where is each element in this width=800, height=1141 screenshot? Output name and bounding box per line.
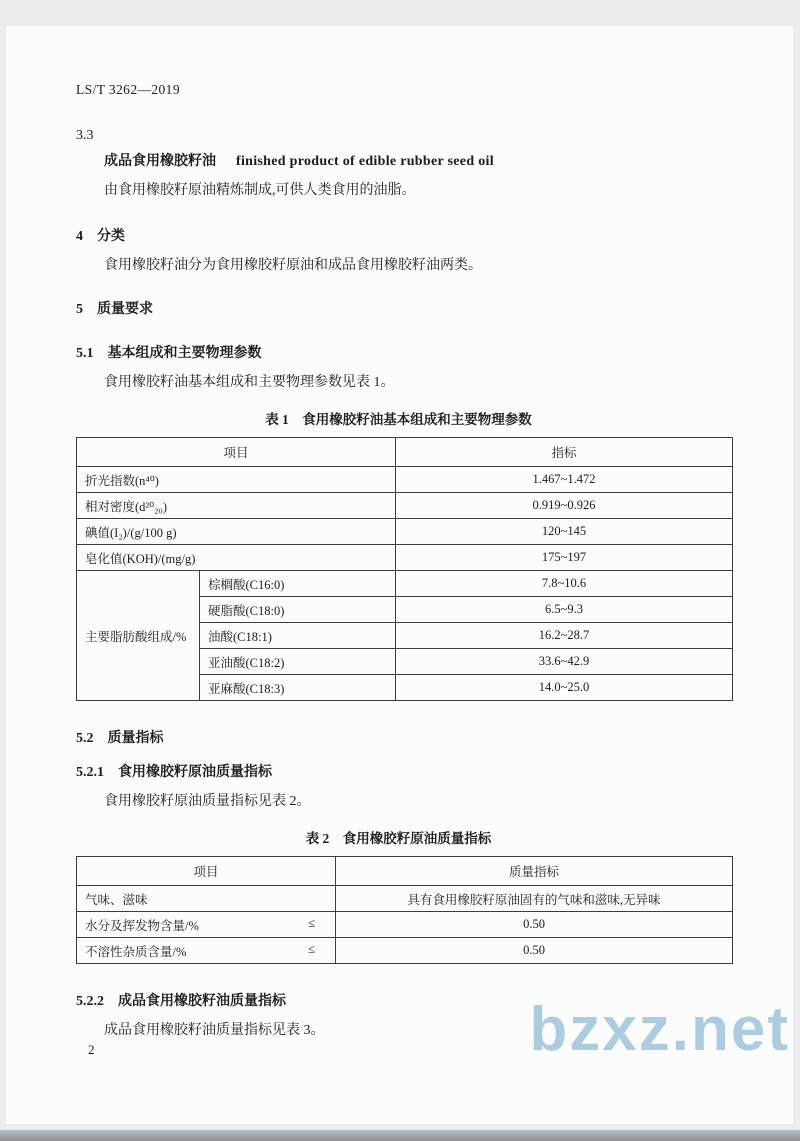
- section-5-1-body: 食用橡胶籽油基本组成和主要物理参数见表 1。: [104, 375, 395, 390]
- section-5-2-2-number: 5.2.2: [76, 994, 104, 1009]
- table-row: [77, 467, 733, 493]
- table1-subrow-label: 亚麻酸(C18:3): [200, 675, 396, 701]
- table2-row-label: 水分及挥发物含量/%: [85, 918, 199, 933]
- table1-row-label: 相对密度(d²⁰₂₀): [77, 493, 396, 519]
- table-row: [77, 493, 733, 519]
- table1-subrow-label: 亚油酸(C18:2): [200, 649, 396, 675]
- term-definition-title: [76, 150, 721, 170]
- term-english: finished product of edible rubber seed oil: [236, 154, 494, 169]
- table2-row-label-cell: [77, 912, 336, 938]
- page-number: 2: [88, 1042, 95, 1057]
- section-5-2-number: 5.2: [76, 731, 94, 746]
- term-number: 3.3: [76, 128, 94, 143]
- table1-row-value: 120~145: [396, 519, 733, 545]
- table1-row-label: 皂化值(KOH)/(mg/g): [77, 545, 396, 571]
- table-row: [77, 886, 733, 912]
- less-than-or-equal-symbol: ≤: [308, 915, 315, 930]
- document-page: [6, 26, 793, 1124]
- table1-row-label: 折光指数(n⁴⁰): [77, 467, 396, 493]
- table1-subrow-value: 7.8~10.6: [396, 571, 733, 597]
- table2-row-label-cell: [77, 938, 336, 964]
- table2-header-value: 质量指标: [336, 857, 733, 886]
- section-5-2-title: 质量指标: [107, 731, 164, 746]
- table1-subrow-label: 油酸(C18:1): [200, 623, 396, 649]
- section-5-2-2-heading: [76, 990, 721, 1010]
- table1-group-label: 主要脂肪酸组成/%: [77, 571, 200, 701]
- table1-subrow-value: 16.2~28.7: [396, 623, 733, 649]
- table-1-header-row: [77, 438, 733, 467]
- section-5-title: 质量要求: [97, 302, 153, 317]
- section-5-2-2-body: 成品食用橡胶籽油质量指标见表 3。: [104, 1023, 325, 1038]
- term-definition-body: 由食用橡胶籽原油精炼制成,可供人类食用的油脂。: [104, 183, 416, 198]
- table1-subrow-label: 棕榈酸(C16:0): [200, 571, 396, 597]
- section-5-2-heading: [76, 727, 721, 747]
- table1-row-value: 175~197: [396, 545, 733, 571]
- table2-header-item: 项目: [77, 857, 336, 886]
- table2-row-value: 0.50: [336, 938, 733, 964]
- standard-number-header: LS/T 3262—2019: [76, 82, 180, 97]
- section-5-2-1-number: 5.2.1: [76, 765, 104, 780]
- table-1-caption: 表 1 食用橡胶籽油基本组成和主要物理参数: [265, 412, 532, 427]
- section-4-title: 分类: [97, 229, 125, 244]
- table-row: [77, 571, 733, 597]
- table1-subrow-label: 硬脂酸(C18:0): [200, 597, 396, 623]
- section-5-1-title: 基本组成和主要物理参数: [107, 346, 262, 361]
- section-5-1-number: 5.1: [76, 346, 94, 361]
- section-4-heading: [76, 225, 721, 245]
- section-5-2-1-body: 食用橡胶籽原油质量指标见表 2。: [104, 794, 311, 809]
- table1-subrow-value: 33.6~42.9: [396, 649, 733, 675]
- table2-row-label: 气味、滋味: [77, 886, 336, 912]
- table-row: [77, 545, 733, 571]
- table1-row-value: 0.919~0.926: [396, 493, 733, 519]
- section-5-2-1-heading: [76, 761, 721, 781]
- section-4-body: 食用橡胶籽油分为食用橡胶籽原油和成品食用橡胶籽油两类。: [104, 258, 482, 273]
- table1-row-label: 碘值(I₂)/(g/100 g): [77, 519, 396, 545]
- term-chinese: 成品食用橡胶籽油: [104, 154, 216, 169]
- section-5-1-heading: [76, 342, 721, 362]
- section-4-number: 4: [76, 229, 83, 244]
- table-2-caption: 表 2 食用橡胶籽原油质量指标: [305, 831, 492, 846]
- table-row: [77, 519, 733, 545]
- section-5-2-1-title: 食用橡胶籽原油质量指标: [118, 765, 272, 780]
- table-row: [77, 938, 733, 964]
- table2-row-value: 0.50: [336, 912, 733, 938]
- section-5-heading: [76, 298, 721, 318]
- table-row: [77, 912, 733, 938]
- scan-edge-bottom: [0, 1130, 800, 1141]
- table-2-header-row: [77, 857, 733, 886]
- table-2: [76, 856, 733, 964]
- table1-header-value: 指标: [396, 438, 733, 467]
- table1-row-value: 1.467~1.472: [396, 467, 733, 493]
- section-5-number: 5: [76, 302, 83, 317]
- table1-subrow-value: 6.5~9.3: [396, 597, 733, 623]
- table1-subrow-value: 14.0~25.0: [396, 675, 733, 701]
- table2-row-label: 不溶性杂质含量/%: [85, 944, 187, 959]
- table2-row-value: 具有食用橡胶籽原油固有的气味和滋味,无异味: [336, 886, 733, 912]
- section-5-2-2-title: 成品食用橡胶籽油质量指标: [118, 994, 286, 1009]
- less-than-or-equal-symbol: ≤: [308, 941, 315, 956]
- table1-header-item: 项目: [77, 438, 396, 467]
- table-1: [76, 437, 733, 701]
- watermark-bzxz: bzxz.net: [529, 995, 790, 1064]
